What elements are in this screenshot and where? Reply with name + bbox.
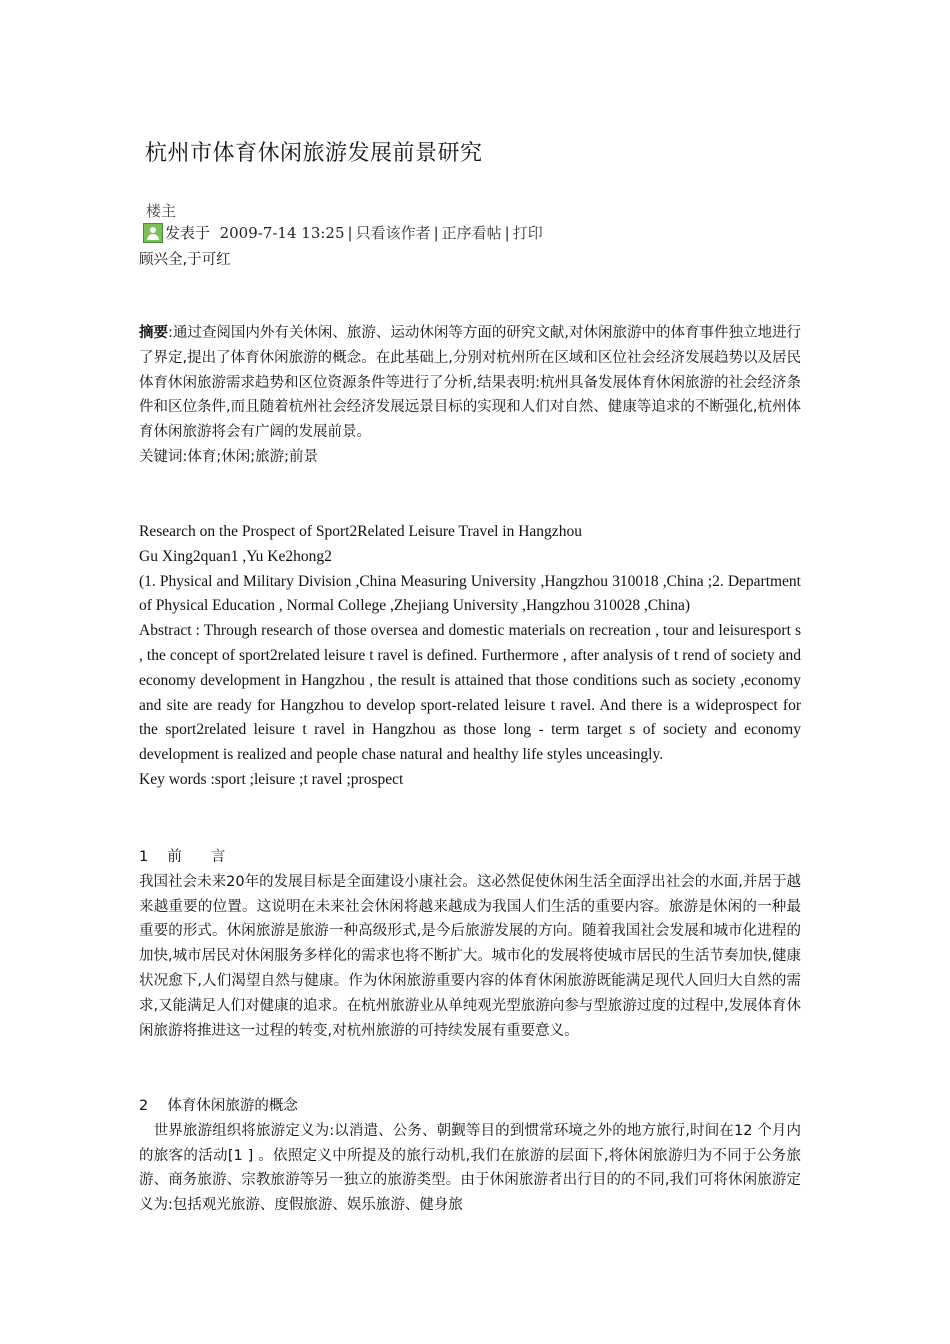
english-authors: Gu Xing2quan1 ,Yu Ke2hong2: [139, 547, 332, 565]
only-author-link[interactable]: 只看该作者: [355, 224, 431, 242]
separator: |: [347, 223, 353, 242]
floor-label: 楼主: [146, 202, 177, 220]
section-1: [139, 845, 801, 1043]
section-2: [139, 1094, 801, 1218]
authors-cn: 顾兴全,于可红: [139, 252, 231, 268]
english-title: Research on the Prospect of Sport2Related Leisure Travel in Hangzhou: [139, 523, 582, 540]
english-keywords: Key words :sport ;leisure ;t ravel ;prospect: [139, 770, 404, 788]
posted-prefix: 发表于: [165, 224, 211, 242]
print-link[interactable]: 打印: [512, 224, 543, 242]
abstract-cn-label: 摘要: [139, 325, 168, 341]
order-view-link[interactable]: 正序看帖: [441, 224, 502, 242]
abstract-cn: [139, 321, 801, 470]
english-section: [139, 520, 801, 793]
separator: |: [433, 223, 439, 242]
separator: |: [504, 223, 510, 242]
section-2-text: 世界旅游组织将旅游定义为:以消遣、公务、朝觐等目的到惯常环境之外的地方旅行,时间在12 个月内的旅客的活动[1 ] 。依照定义中所提及的旅行动机,我们在旅游的层面下,将休闲旅游归为不同于公务旅游、商务旅游、宗教旅游等另一独立的旅游类型。由于休闲旅游者出行目的的不同,我们可将休闲旅游定义为:包括观光旅游、度假旅游、娱乐旅游、健身旅: [139, 1122, 801, 1214]
section-2-heading: 2 体育休闲旅游的概念: [139, 1098, 298, 1114]
page-title: 杭州市体育休闲旅游发展前景研究: [145, 141, 483, 166]
section-1-heading: 1 前 言: [139, 849, 226, 865]
user-avatar-icon[interactable]: [143, 223, 163, 243]
abstract-cn-text: :通过查阅国内外有关休闲、旅游、运动休闲等方面的研究文献,对休闲旅游中的体育事件独立地进行了界定,提出了体育休闲旅游的概念。在此基础上,分别对杭州所在区域和区位社会经济发展趋势以及居民体育休闲旅游需求趋势和区位资源条件等进行了分析,结果表明:杭州具备发展体育休闲旅游的社会经济条件和区位条件,而且随着杭州社会经济发展远景目标的实现和人们对自然、健康等追求的不断强化,杭州体育休闲旅游将会有广阔的发展前景。: [139, 325, 801, 441]
posted-time: 2009-7-14 13:25: [219, 223, 345, 242]
section-1-text: 我国社会未来20年的发展目标是全面建设小康社会。这必然促使休闲生活全面浮出社会的水面,并居于越来越重要的位置。这说明在未来社会休闲将越来越成为我国人们生活的重要内容。旅游是休闲的一种最重要的形式。休闲旅游是旅游一种高级形式,是今后旅游发展的方向。随着我国社会发展和城市化进程的加快,城市居民对休闲服务多样化的需求也将不断扩大。城市化的发展将使城市居民的生活节奏加快,健康状况愈下,人们渴望自然与健康。作为休闲旅游重要内容的体育休闲旅游既能满足现代人回归大自然的需求,又能满足人们对健康的追求。在杭州旅游业从单纯观光型旅游向参与型旅游过度的过程中,发展体育休闲旅游将推进这一过程的转变,对杭州旅游的可持续发展有重要意义。: [139, 873, 801, 1039]
english-abstract: Abstract : Through research of those oversea and domestic materials on recreation , tour and leisuresport s , the concept of sport2related leisure t ravel is defined. Furthermore , after analysis of t rend of society and economy development in Hangzhou , the result is attained that those conditions such as society ,economy and site are ready for Hangzhou to develop sport-related leisure t ravel. And there is a wideprospect for the sport2related leisure t ravel in Hangzhou as those long - term target s of society and economy development is realized and people chase natural and healthy life styles unceasingly.: [139, 622, 801, 764]
post-meta-line: [143, 222, 543, 243]
keywords-cn: 关键词:体育;休闲;旅游;前景: [139, 448, 319, 465]
english-affiliation: (1. Physical and Military Division ,China Measuring University ,Hangzhou 310018 ,China ;2. Department of Physical Education , Normal College ,Zhejiang University ,Hangzhou 310028 ,China): [139, 572, 801, 615]
